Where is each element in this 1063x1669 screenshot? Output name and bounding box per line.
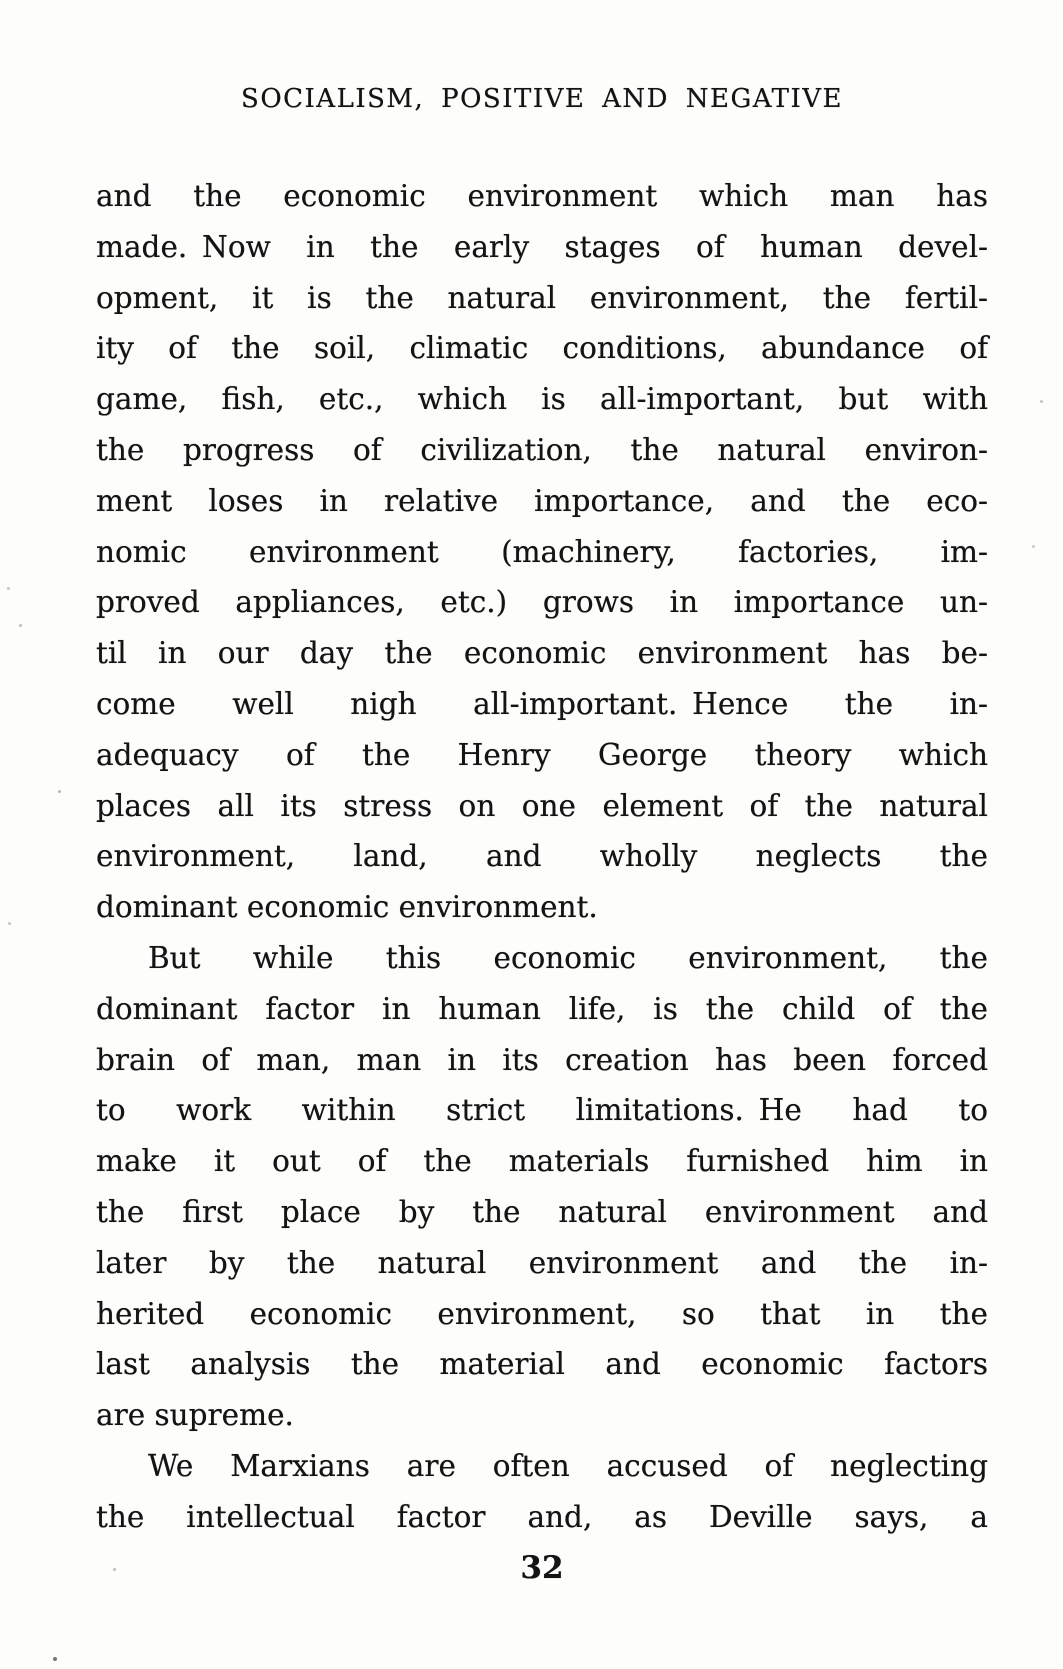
text-line: nomic environment (machinery, factories, im-	[96, 534, 988, 569]
scan-speck	[1040, 400, 1043, 403]
text-line: But while this economic environment, the	[148, 940, 988, 975]
scan-speck	[113, 1568, 116, 1571]
scan-speck	[53, 1657, 57, 1661]
text-line: ment loses in relative importance, and the eco-	[96, 483, 988, 518]
page-number: 32	[520, 1550, 564, 1586]
text-line: dominant economic environment.	[96, 890, 598, 925]
page-body	[96, 171, 988, 1543]
text-line: proved appliances, etc.) grows in importance un-	[96, 585, 988, 620]
text-line: places all its stress on one element of the natural	[96, 788, 988, 823]
text-line: dominant factor in human life, is the child of the	[96, 991, 988, 1026]
text-line: the progress of civilization, the natural environ-	[96, 432, 988, 467]
running-header: SOCIALISM, POSITIVE AND NEGATIVE	[241, 84, 843, 114]
scan-speck	[1032, 545, 1035, 548]
text-line: environment, land, and wholly neglects the	[96, 839, 988, 874]
text-line: and the economic environment which man has	[96, 179, 988, 213]
text-line: brain of man, man in its creation has been forced	[96, 1042, 988, 1077]
text-line: til in our day the economic environment has be-	[96, 636, 988, 671]
text-line: ity of the soil, climatic conditions, abundance of	[96, 331, 988, 366]
text-line: game, fish, etc., which is all-important, but with	[96, 382, 988, 417]
text-line: the intellectual factor and, as Deville says, a	[96, 1499, 988, 1534]
text-line: We Marxians are often accused of neglecting	[148, 1448, 988, 1483]
text-line: opment, it is the natural environment, the fertil-	[96, 280, 988, 315]
scan-speck	[7, 587, 10, 590]
text-line: make it out of the materials furnished him in	[96, 1144, 988, 1179]
text-line: last analysis the material and economic factors	[96, 1347, 988, 1382]
scan-speck	[8, 922, 11, 925]
text-line: the first place by the natural environment and	[96, 1194, 988, 1229]
text-line: herited economic environment, so that in the	[96, 1296, 988, 1331]
text-line: come well nigh all-important. Hence the in-	[96, 686, 988, 721]
scan-speck	[19, 624, 22, 627]
text-line: are supreme.	[96, 1398, 294, 1433]
scan-speck	[58, 790, 61, 793]
text-line: to work within strict limitations. He had to	[96, 1093, 988, 1128]
text-line: adequacy of the Henry George theory which	[96, 737, 988, 772]
text-line: made. Now in the early stages of human devel-	[96, 229, 988, 264]
text-line: later by the natural environment and the in-	[96, 1245, 988, 1280]
